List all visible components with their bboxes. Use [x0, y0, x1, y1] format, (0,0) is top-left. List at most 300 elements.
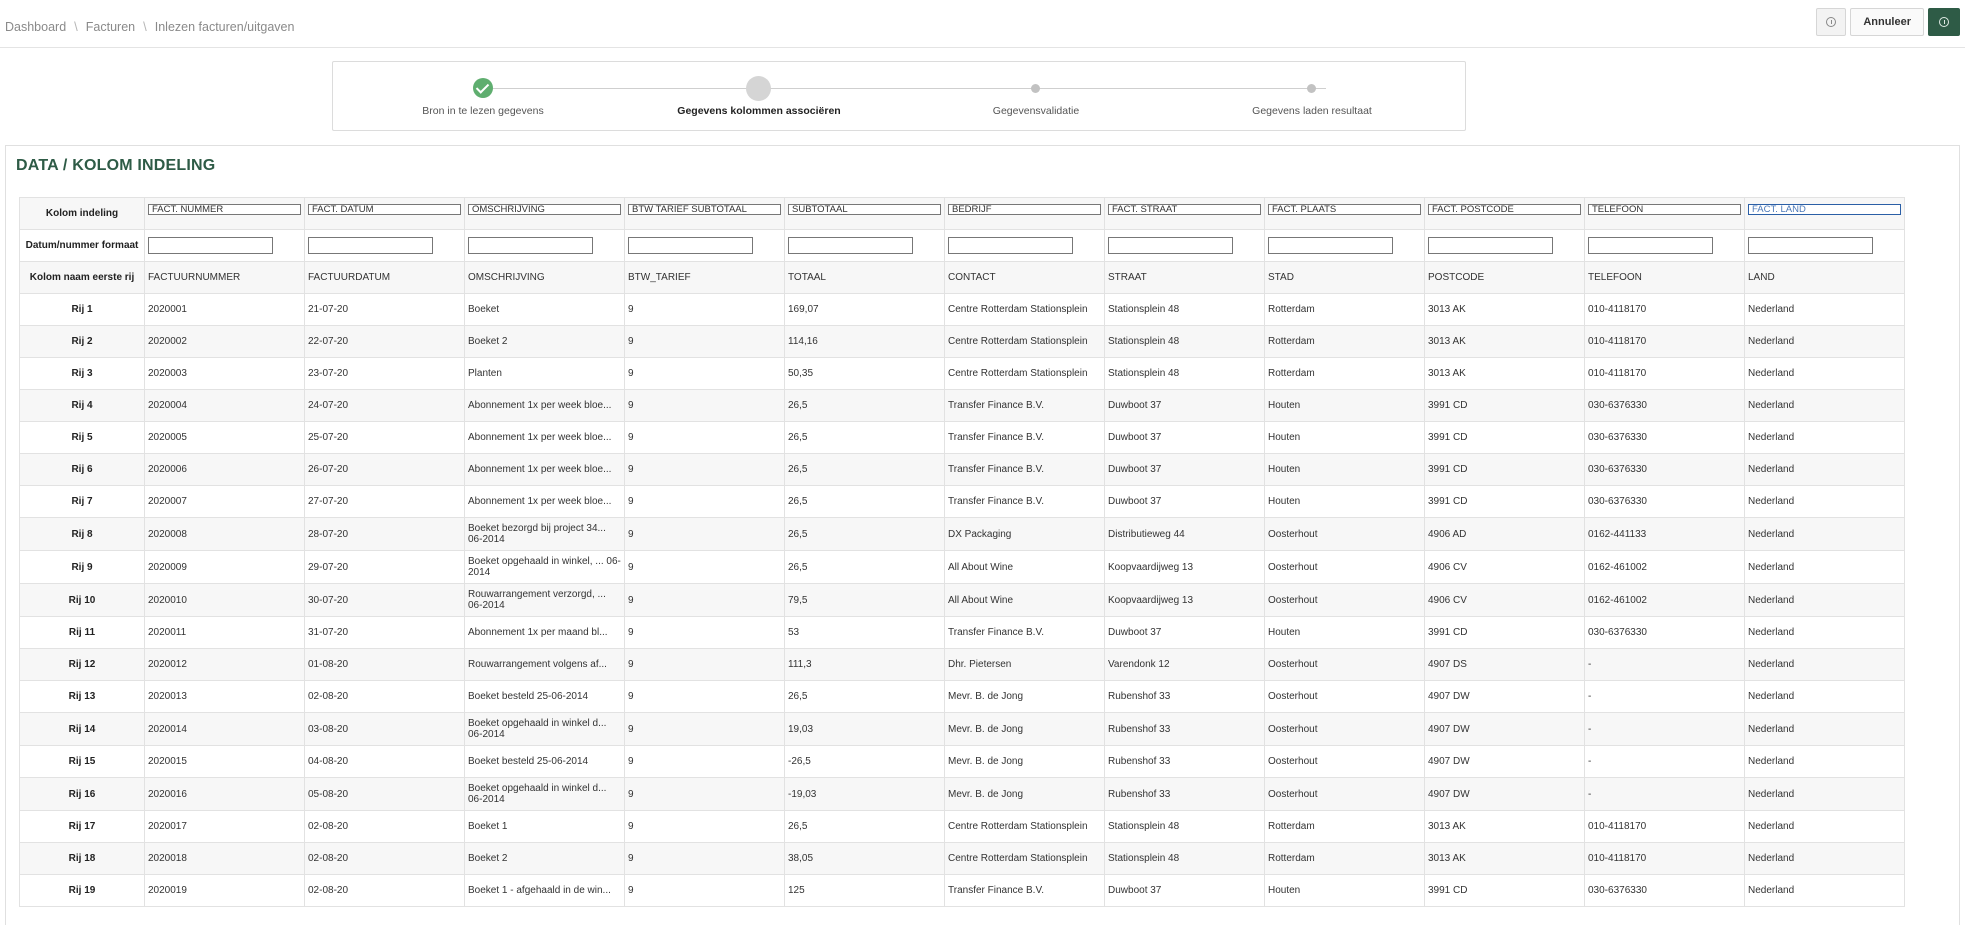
table-cell: Duwboot 37 — [1105, 617, 1265, 649]
table-cell: Rubenshof 33 — [1105, 746, 1265, 778]
table-cell: 9 — [625, 518, 785, 551]
table-cell: 79,5 — [785, 584, 945, 617]
table-cell: 125 — [785, 875, 945, 907]
table-cell: 21-07-20 — [305, 294, 465, 326]
header-row — [20, 262, 1905, 294]
table-cell: 26,5 — [785, 811, 945, 843]
table-row — [20, 746, 1905, 778]
table-cell: 4907 DW — [1425, 746, 1585, 778]
table-cell: Oosterhout — [1265, 778, 1425, 811]
table-cell: Transfer Finance B.V. — [945, 454, 1105, 486]
step-dot-icon — [1307, 84, 1316, 93]
table-cell: Oosterhout — [1265, 551, 1425, 584]
column-header-cell: STRAAT — [1105, 262, 1265, 294]
table-cell — [465, 713, 625, 746]
table-cell: 3991 CD — [1425, 486, 1585, 518]
step-label: Bron in te lezen gegevens — [422, 105, 544, 117]
table-cell: Rubenshof 33 — [1105, 681, 1265, 713]
mapping-row — [20, 198, 1905, 230]
table-cell: Rotterdam — [1265, 811, 1425, 843]
format-input[interactable] — [788, 237, 913, 254]
table-cell: 2020017 — [145, 811, 305, 843]
top-actions — [1816, 8, 1960, 36]
table-cell: 2020006 — [145, 454, 305, 486]
table-cell: 0162-461002 — [1585, 551, 1745, 584]
table-cell: All About Wine — [945, 551, 1105, 584]
table-cell: 9 — [625, 454, 785, 486]
table-cell: 2020009 — [145, 551, 305, 584]
table-cell: Nederland — [1745, 390, 1905, 422]
format-input[interactable] — [308, 237, 433, 254]
table-cell: 30-07-20 — [305, 584, 465, 617]
table-cell: - — [1585, 713, 1745, 746]
table-cell: - — [1585, 746, 1745, 778]
row-label: Rij 16 — [20, 778, 145, 811]
table-cell: 25-07-20 — [305, 422, 465, 454]
table-row — [20, 326, 1905, 358]
table-cell: 01-08-20 — [305, 649, 465, 681]
row-label: Rij 10 — [20, 584, 145, 617]
next-button[interactable] — [1928, 8, 1960, 36]
table-row — [20, 486, 1905, 518]
table-cell: 9 — [625, 294, 785, 326]
table-cell: 26,5 — [785, 390, 945, 422]
cell-text: Boeket bezorgd bij project 34... 06-2014 — [468, 523, 606, 545]
column-header-cell: TOTAAL — [785, 262, 945, 294]
step-label: Gegevens kolommen associëren — [677, 105, 841, 117]
table-cell: Duwboot 37 — [1105, 875, 1265, 907]
table-cell: 3991 CD — [1425, 875, 1585, 907]
table-cell: Transfer Finance B.V. — [945, 617, 1105, 649]
table-cell: 27-07-20 — [305, 486, 465, 518]
column-header-cell: TELEFOON — [1585, 262, 1745, 294]
row-label: Rij 3 — [20, 358, 145, 390]
table-cell: Boeket — [465, 294, 625, 326]
table-cell: 9 — [625, 584, 785, 617]
table-cell: Boeket 1 - afgehaald in de win... — [465, 875, 625, 907]
table-cell: 3013 AK — [1425, 358, 1585, 390]
row-label: Rij 12 — [20, 649, 145, 681]
row-label: Rij 6 — [20, 454, 145, 486]
mapping-cell — [1105, 198, 1265, 230]
table-cell: 9 — [625, 746, 785, 778]
table-cell: Boeket 2 — [465, 843, 625, 875]
table-cell: 2020011 — [145, 617, 305, 649]
breadcrumb — [5, 19, 294, 34]
top-bar — [0, 0, 1965, 48]
row-label: Rij 13 — [20, 681, 145, 713]
table-cell: 030-6376330 — [1585, 486, 1745, 518]
row-label: Rij 9 — [20, 551, 145, 584]
table-cell: Nederland — [1745, 811, 1905, 843]
cell-text: Boeket opgehaald in winkel d... 06-2014 — [468, 718, 607, 740]
table-cell: 3991 CD — [1425, 454, 1585, 486]
table-cell: Centre Rotterdam Stationsplein — [945, 358, 1105, 390]
table-cell: 24-07-20 — [305, 390, 465, 422]
table-row — [20, 617, 1905, 649]
column-mapping-table — [19, 197, 1905, 907]
table-cell: Transfer Finance B.V. — [945, 422, 1105, 454]
table-cell: 2020008 — [145, 518, 305, 551]
table-cell: 111,3 — [785, 649, 945, 681]
row-label: Kolom indeling — [20, 198, 145, 230]
table-cell: 29-07-20 — [305, 551, 465, 584]
format-cell — [625, 230, 785, 262]
table-cell: -26,5 — [785, 746, 945, 778]
table-cell: Centre Rotterdam Stationsplein — [945, 843, 1105, 875]
table-cell: 030-6376330 — [1585, 390, 1745, 422]
breadcrumb-current: Inlezen facturen/uitgaven — [154, 19, 295, 34]
format-cell — [305, 230, 465, 262]
table-cell: Houten — [1265, 390, 1425, 422]
row-label: Rij 18 — [20, 843, 145, 875]
mapping-cell — [1425, 198, 1585, 230]
table-cell: Houten — [1265, 486, 1425, 518]
format-row — [20, 230, 1905, 262]
table-cell: 26,5 — [785, 681, 945, 713]
column-header-cell: POSTCODE — [1425, 262, 1585, 294]
table-cell: Stationsplein 48 — [1105, 358, 1265, 390]
table-cell: Abonnement 1x per maand bl... — [465, 617, 625, 649]
mapping-cell — [305, 198, 465, 230]
table-cell: All About Wine — [945, 584, 1105, 617]
table-cell: 04-08-20 — [305, 746, 465, 778]
table-cell: 9 — [625, 811, 785, 843]
table-row — [20, 778, 1905, 811]
table-cell: 02-08-20 — [305, 811, 465, 843]
table-cell: Oosterhout — [1265, 713, 1425, 746]
table-cell: Nederland — [1745, 843, 1905, 875]
table-cell: Mevr. B. de Jong — [945, 778, 1105, 811]
mapping-cell — [945, 198, 1105, 230]
table-cell: 3991 CD — [1425, 390, 1585, 422]
table-cell: 169,07 — [785, 294, 945, 326]
column-header-cell: FACTUURDATUM — [305, 262, 465, 294]
table-cell: 4906 CV — [1425, 551, 1585, 584]
table-row — [20, 518, 1905, 551]
row-label: Rij 5 — [20, 422, 145, 454]
table-cell: Nederland — [1745, 746, 1905, 778]
table-cell: Nederland — [1745, 422, 1905, 454]
format-input[interactable] — [1588, 237, 1713, 254]
table-cell: Stationsplein 48 — [1105, 294, 1265, 326]
column-mapping-select[interactable]: FACT. NUMMER — [148, 204, 301, 215]
table-row — [20, 551, 1905, 584]
table-cell: 3991 CD — [1425, 422, 1585, 454]
table-cell: 50,35 — [785, 358, 945, 390]
row-label: Datum/nummer formaat — [20, 230, 145, 262]
column-mapping-select[interactable]: FACT. STRAAT — [1108, 204, 1261, 215]
table-cell: Nederland — [1745, 778, 1905, 811]
column-mapping-select[interactable]: FACT. LAND — [1748, 204, 1901, 215]
table-cell: Abonnement 1x per week bloe... — [465, 390, 625, 422]
column-header-cell: LAND — [1745, 262, 1905, 294]
table-cell: 23-07-20 — [305, 358, 465, 390]
table-cell: 31-07-20 — [305, 617, 465, 649]
wizard-stepper — [332, 61, 1466, 131]
step-label: Gegevens laden resultaat — [1252, 105, 1372, 117]
table-cell: Nederland — [1745, 486, 1905, 518]
table-cell: 26,5 — [785, 422, 945, 454]
table-cell: 9 — [625, 875, 785, 907]
table-row — [20, 294, 1905, 326]
table-cell: 9 — [625, 486, 785, 518]
table-cell: 26,5 — [785, 551, 945, 584]
table-cell — [465, 551, 625, 584]
table-cell: - — [1585, 681, 1745, 713]
table-cell: 9 — [625, 617, 785, 649]
table-cell: Houten — [1265, 454, 1425, 486]
row-label: Rij 4 — [20, 390, 145, 422]
table-cell: 4907 DW — [1425, 713, 1585, 746]
table-cell: 4906 CV — [1425, 584, 1585, 617]
table-cell: Duwboot 37 — [1105, 454, 1265, 486]
table-cell: Koopvaardijweg 13 — [1105, 551, 1265, 584]
table-cell: 02-08-20 — [305, 875, 465, 907]
table-cell: 114,16 — [785, 326, 945, 358]
format-input[interactable] — [1748, 237, 1873, 254]
table-cell: Nederland — [1745, 681, 1905, 713]
table-cell: 2020014 — [145, 713, 305, 746]
cell-text: Boeket opgehaald in winkel d... 06-2014 — [468, 783, 607, 805]
table-cell: 9 — [625, 326, 785, 358]
table-row — [20, 681, 1905, 713]
table-cell: Oosterhout — [1265, 518, 1425, 551]
format-cell — [145, 230, 305, 262]
table-cell: Transfer Finance B.V. — [945, 875, 1105, 907]
table-cell: 26,5 — [785, 518, 945, 551]
table-cell: Nederland — [1745, 617, 1905, 649]
table-cell: Planten — [465, 358, 625, 390]
table-cell: DX Packaging — [945, 518, 1105, 551]
table-cell: 02-08-20 — [305, 681, 465, 713]
row-label: Rij 17 — [20, 811, 145, 843]
table-row — [20, 843, 1905, 875]
table-cell: 2020007 — [145, 486, 305, 518]
table-cell: 26,5 — [785, 486, 945, 518]
column-mapping-select[interactable]: FACT. POSTCODE — [1428, 204, 1581, 215]
table-cell: Nederland — [1745, 518, 1905, 551]
table-cell: 010-4118170 — [1585, 326, 1745, 358]
row-label: Rij 11 — [20, 617, 145, 649]
table-cell: Nederland — [1745, 551, 1905, 584]
table-cell: 3013 AK — [1425, 843, 1585, 875]
table-cell: 28-07-20 — [305, 518, 465, 551]
format-input[interactable] — [1108, 237, 1233, 254]
table-cell — [465, 518, 625, 551]
format-input[interactable] — [948, 237, 1073, 254]
format-input[interactable] — [148, 237, 273, 254]
table-row — [20, 358, 1905, 390]
info-icon — [1826, 17, 1836, 27]
table-cell: 3013 AK — [1425, 326, 1585, 358]
table-cell: 22-07-20 — [305, 326, 465, 358]
table-cell: Nederland — [1745, 713, 1905, 746]
mapping-cell — [785, 198, 945, 230]
table-cell: Rubenshof 33 — [1105, 713, 1265, 746]
table-cell: Nederland — [1745, 294, 1905, 326]
table-cell: 19,03 — [785, 713, 945, 746]
current-step-dot-icon — [746, 76, 771, 101]
table-cell: 0162-461002 — [1585, 584, 1745, 617]
table-cell: 9 — [625, 649, 785, 681]
table-cell: 9 — [625, 843, 785, 875]
column-mapping-select[interactable]: SUBTOTAAL — [788, 204, 941, 215]
format-cell — [1425, 230, 1585, 262]
breadcrumb-separator-icon: \ — [74, 19, 78, 34]
mapping-cell — [1745, 198, 1905, 230]
table-cell: 030-6376330 — [1585, 617, 1745, 649]
format-input[interactable] — [1428, 237, 1553, 254]
format-cell — [945, 230, 1105, 262]
table-cell: Nederland — [1745, 875, 1905, 907]
table-cell: 53 — [785, 617, 945, 649]
table-cell: 3013 AK — [1425, 294, 1585, 326]
row-label: Rij 8 — [20, 518, 145, 551]
row-label: Rij 1 — [20, 294, 145, 326]
table-cell: Distributieweg 44 — [1105, 518, 1265, 551]
table-cell: 9 — [625, 358, 785, 390]
format-input[interactable] — [1268, 237, 1393, 254]
table-cell: 05-08-20 — [305, 778, 465, 811]
table-cell: 010-4118170 — [1585, 294, 1745, 326]
table-cell: 2020002 — [145, 326, 305, 358]
table-cell: Rotterdam — [1265, 843, 1425, 875]
table-cell: 030-6376330 — [1585, 875, 1745, 907]
format-cell — [1265, 230, 1425, 262]
table-cell: Stationsplein 48 — [1105, 811, 1265, 843]
table-cell: 010-4118170 — [1585, 811, 1745, 843]
table-cell: Oosterhout — [1265, 746, 1425, 778]
table-cell: Stationsplein 48 — [1105, 326, 1265, 358]
column-mapping-select[interactable]: FACT. DATUM — [308, 204, 461, 215]
table-cell: 3013 AK — [1425, 811, 1585, 843]
cancel-button[interactable]: Annuleer — [1850, 8, 1924, 36]
breadcrumb-dashboard[interactable]: Dashboard — [5, 19, 67, 34]
table-cell: Boeket besteld 25-06-2014 — [465, 746, 625, 778]
table-cell: Abonnement 1x per week bloe... — [465, 422, 625, 454]
table-cell: Boeket 1 — [465, 811, 625, 843]
table-cell: 2020018 — [145, 843, 305, 875]
table-cell: Houten — [1265, 617, 1425, 649]
table-cell: 9 — [625, 390, 785, 422]
table-cell: Duwboot 37 — [1105, 486, 1265, 518]
column-mapping-select[interactable]: OMSCHRIJVING — [468, 204, 621, 215]
breadcrumb-separator-icon: \ — [143, 19, 147, 34]
row-label: Rij 7 — [20, 486, 145, 518]
table-cell: Houten — [1265, 875, 1425, 907]
stepper-line — [483, 88, 1326, 89]
table-cell: 2020003 — [145, 358, 305, 390]
table-cell: 2020019 — [145, 875, 305, 907]
mapping-cell — [1585, 198, 1745, 230]
next-icon — [1939, 17, 1949, 27]
check-icon — [473, 78, 493, 98]
table-cell: 4907 DW — [1425, 778, 1585, 811]
table-cell: Abonnement 1x per week bloe... — [465, 486, 625, 518]
table-row — [20, 875, 1905, 907]
cell-text: Boeket opgehaald in winkel, ... 06-2014 — [468, 556, 621, 578]
table-cell: 2020001 — [145, 294, 305, 326]
table-cell: Oosterhout — [1265, 649, 1425, 681]
table-cell: Rotterdam — [1265, 326, 1425, 358]
table-cell: Dhr. Pietersen — [945, 649, 1105, 681]
table-cell: 010-4118170 — [1585, 358, 1745, 390]
table-cell: Mevr. B. de Jong — [945, 713, 1105, 746]
table-cell: Centre Rotterdam Stationsplein — [945, 294, 1105, 326]
table-cell: Centre Rotterdam Stationsplein — [945, 326, 1105, 358]
table-cell: 38,05 — [785, 843, 945, 875]
table-cell: Transfer Finance B.V. — [945, 486, 1105, 518]
column-mapping-select[interactable]: TELEFOON — [1588, 204, 1741, 215]
table-cell: - — [1585, 778, 1745, 811]
table-row — [20, 584, 1905, 617]
table-cell: 03-08-20 — [305, 713, 465, 746]
row-label: Rij 15 — [20, 746, 145, 778]
mapping-cell — [625, 198, 785, 230]
table-cell: 2020005 — [145, 422, 305, 454]
table-cell: Mevr. B. de Jong — [945, 746, 1105, 778]
table-cell: - — [1585, 649, 1745, 681]
table-cell: Varendonk 12 — [1105, 649, 1265, 681]
row-label: Rij 2 — [20, 326, 145, 358]
table-cell: 02-08-20 — [305, 843, 465, 875]
column-mapping-select[interactable]: BTW TARIEF SUBTOTAAL — [628, 204, 781, 215]
table-cell: Nederland — [1745, 649, 1905, 681]
step-label: Gegevensvalidatie — [992, 105, 1080, 117]
table-cell — [465, 584, 625, 617]
info-button[interactable] — [1816, 8, 1846, 36]
section-title: DATA / KOLOM INDELING — [16, 157, 216, 174]
table-cell: 2020013 — [145, 681, 305, 713]
table-cell: Duwboot 37 — [1105, 422, 1265, 454]
column-mapping-select[interactable]: FACT. PLAATS — [1268, 204, 1421, 215]
table-cell: Oosterhout — [1265, 681, 1425, 713]
table-row — [20, 390, 1905, 422]
table-cell: 4907 DS — [1425, 649, 1585, 681]
format-cell — [1105, 230, 1265, 262]
cell-text: Rouwarrangement verzorgd, ... 06-2014 — [468, 589, 606, 611]
table-cell: -19,03 — [785, 778, 945, 811]
column-header-cell: CONTACT — [945, 262, 1105, 294]
table-cell: 4907 DW — [1425, 681, 1585, 713]
table-cell: Mevr. B. de Jong — [945, 681, 1105, 713]
table-cell: Boeket besteld 25-06-2014 — [465, 681, 625, 713]
step-dot-icon — [1031, 84, 1040, 93]
row-label: Rij 14 — [20, 713, 145, 746]
table-cell: 010-4118170 — [1585, 843, 1745, 875]
table-cell: Rotterdam — [1265, 294, 1425, 326]
table-cell: Nederland — [1745, 326, 1905, 358]
breadcrumb-facturen[interactable]: Facturen — [85, 19, 136, 34]
format-input[interactable] — [628, 237, 753, 254]
column-mapping-select[interactable]: BEDRIJF — [948, 204, 1101, 215]
row-label: Rij 19 — [20, 875, 145, 907]
column-header-cell: BTW_TARIEF — [625, 262, 785, 294]
format-input[interactable] — [468, 237, 593, 254]
table-cell: 9 — [625, 681, 785, 713]
table-cell: Rubenshof 33 — [1105, 778, 1265, 811]
mapping-cell — [465, 198, 625, 230]
table-cell: Boeket 2 — [465, 326, 625, 358]
table-cell: 030-6376330 — [1585, 454, 1745, 486]
column-header-cell: OMSCHRIJVING — [465, 262, 625, 294]
table-row — [20, 713, 1905, 746]
column-header-cell: FACTUURNUMMER — [145, 262, 305, 294]
row-label: Kolom naam eerste rij — [20, 262, 145, 294]
table-cell: 2020012 — [145, 649, 305, 681]
table-cell: Houten — [1265, 422, 1425, 454]
